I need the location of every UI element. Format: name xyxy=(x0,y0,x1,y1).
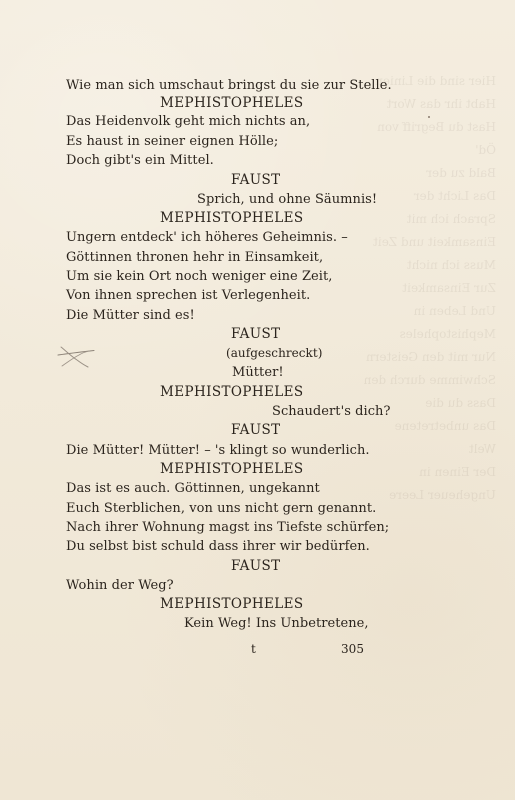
speaker-faust: FAUST xyxy=(231,558,281,574)
paper-speck xyxy=(428,116,430,118)
verse-line: Nach ihrer Wohnung magst ins Tiefste schürfen; xyxy=(66,520,390,535)
verse-line: Schaudert's dich? xyxy=(272,404,391,419)
verse-line: Euch Sterblichen, von uns nicht gern genannt. xyxy=(66,501,377,516)
verse-line: Von ihnen sprechen ist Verlegenheit. xyxy=(66,288,311,303)
speaker-mephistopheles: MEPHISTOPHELES xyxy=(160,95,304,111)
speaker-mephistopheles: MEPHISTOPHELES xyxy=(160,596,304,612)
show-through-text: Hier sind die Linien Habt ihr das Wort Hast du Begriff von Öd' Bald zu der Das Licht der Sprach ich mit Einsamkeit und Zeit Muss ich nicht Zur Einsamkeit Und Leben in Mephistopheles Nur mit den Geistern Schwimme durch den Dass du die Das unbetretene Welt Der Einen in Ungeheuer Leere xyxy=(363,74,496,502)
verse-line: Das Heidenvolk geht mich nichts an, xyxy=(66,114,311,129)
verse-line: Wie man sich umschaut bringst du sie zur Stelle. xyxy=(66,78,392,93)
verse-line: Du selbst bist schuld dass ihrer wir bedürfen. xyxy=(66,539,370,554)
verse-line: Doch gibt's ein Mittel. xyxy=(66,153,214,168)
speaker-faust: FAUST xyxy=(231,172,281,188)
page-number: 305 xyxy=(341,642,365,656)
pencil-annotation-icon xyxy=(57,345,95,369)
verse-line: Das ist es auch. Göttinnen, ungekannt xyxy=(66,481,320,496)
stage-direction: (aufgeschreckt) xyxy=(226,346,323,360)
speaker-mephistopheles: MEPHISTOPHELES xyxy=(160,461,304,477)
verse-line: Ungern entdeck' ich höheres Geheimnis. – xyxy=(66,230,348,245)
signature-mark: t xyxy=(251,642,256,656)
verse-line: Mütter! xyxy=(232,365,284,380)
verse-line: Göttinnen thronen hehr in Einsamkeit, xyxy=(66,250,324,265)
verse-line: Kein Weg! Ins Unbetretene, xyxy=(184,616,369,631)
verse-line: Es haust in seiner eignen Hölle; xyxy=(66,134,279,149)
speaker-mephistopheles: MEPHISTOPHELES xyxy=(160,210,304,226)
verse-line: Wohin der Weg? xyxy=(66,578,174,593)
verse-line: Sprich, und ohne Säumnis! xyxy=(197,192,378,207)
speaker-faust: FAUST xyxy=(231,422,281,438)
verse-line: Die Mütter sind es! xyxy=(66,308,195,323)
speaker-faust: FAUST xyxy=(231,326,281,342)
speaker-mephistopheles: MEPHISTOPHELES xyxy=(160,384,304,400)
verse-line: Um sie kein Ort noch weniger eine Zeit, xyxy=(66,269,333,284)
verse-line: Die Mütter! Mütter! – 's klingt so wunderlich. xyxy=(66,443,370,458)
